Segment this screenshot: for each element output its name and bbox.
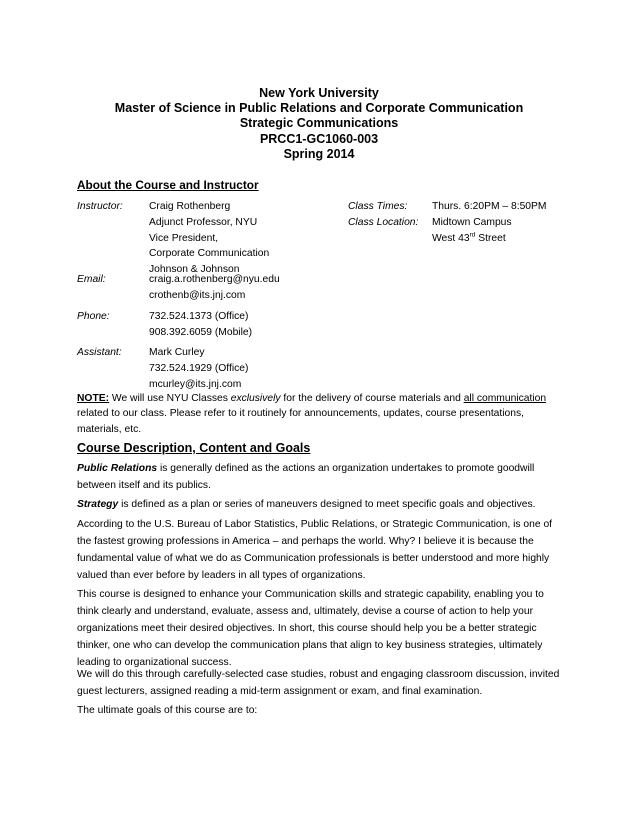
about-heading: About the Course and Instructor bbox=[77, 178, 259, 192]
instructor-name: Craig Rothenberg bbox=[149, 201, 231, 212]
class-times-value: Thurs. 6:20PM – 8:50PM bbox=[432, 201, 547, 212]
phone-info bbox=[149, 309, 252, 341]
assistant-name: Mark Curley bbox=[149, 347, 205, 358]
email-label: Email: bbox=[77, 274, 106, 285]
email-link[interactable]: crothenb@its.jnj.com bbox=[149, 289, 246, 301]
class-location-label: Class Location: bbox=[348, 216, 419, 228]
phone-label: Phone: bbox=[77, 311, 110, 322]
description-heading: Course Description, Content and Goals bbox=[77, 441, 311, 455]
course-code: PRCC1-GC1060-003 bbox=[259, 131, 379, 146]
class-times-label: Class Times: bbox=[348, 201, 408, 212]
description-paragraph: According to the U.S. Bureau of Labor Statistics, Public Relations, or Strategic Communication, is one of the fastest growing professions in America – and perhaps the world. Why? I believe it is because the fundamental value of what we do as Communication professionals is better understood and more highly valued than ever before by leaders in all types of organizations. bbox=[77, 519, 553, 581]
instructor-label: Instructor: bbox=[77, 201, 123, 212]
instructor-title: Adjunct Professor, NYU bbox=[149, 216, 258, 228]
description-paragraph: The ultimate goals of this course are to: bbox=[77, 705, 258, 716]
email-link[interactable]: mcurley@its.jnj.com bbox=[149, 378, 242, 390]
assistant-label: Assistant: bbox=[77, 347, 122, 358]
class-info-labels bbox=[348, 199, 418, 231]
classes-note: NOTE: We will use NYU Classes exclusively for the delivery of course materials and all communication related to our class. Please refer to it routinely for announcements, updates, course presentations, materials, etc. bbox=[77, 393, 547, 435]
description-paragraph: We will do this through carefully-selected case studies, robust and engaging classroom discussion, invited guest lecturers, assigned reading a mid-term assignment or exam, and final examination. bbox=[77, 669, 560, 697]
class-location-value: Midtown Campus bbox=[432, 216, 512, 228]
term: Spring 2014 bbox=[283, 146, 355, 161]
description-paragraph: Strategy is defined as a plan or series of maneuvers designed to meet specific goals and objectives. bbox=[77, 499, 536, 510]
class-info-values bbox=[432, 199, 546, 246]
instructor-company: Johnson & Johnson bbox=[149, 264, 240, 276]
class-street: West 43rd Street bbox=[432, 231, 506, 244]
instructor-department: Corporate Communication bbox=[149, 248, 270, 260]
description-paragraph: Public Relations is generally defined as the actions an organization undertakes to promote goodwill between itself and its publics. bbox=[77, 463, 535, 491]
instructor-role: Vice President, bbox=[149, 232, 219, 244]
assistant-phone: 732.524.1929 (Office) bbox=[149, 362, 249, 374]
mobile-phone: 908.392.6059 (Mobile) bbox=[149, 326, 253, 338]
course-title: Strategic Communications bbox=[239, 116, 399, 131]
description-paragraph: This course is designed to enhance your Communication skills and strategic capability, enabling you to think clearly and understand, evaluate, assess and, ultimately, devise a course of action to help your organizations meet their desired objectives. In short, this course should help you be a better strategic thinker, one who can develop the communication plans that align to key business strategies, ultimately leading to organizational success. bbox=[77, 589, 544, 668]
email-link[interactable]: craig.a.rothenberg@nyu.edu bbox=[149, 274, 280, 285]
email-info bbox=[149, 272, 280, 304]
office-phone: 732.524.1373 (Office) bbox=[149, 311, 249, 322]
university-name: New York University bbox=[259, 86, 379, 100]
instructor-info bbox=[149, 199, 269, 278]
note-label: NOTE: bbox=[77, 393, 110, 404]
document-header bbox=[0, 86, 638, 162]
assistant-info bbox=[149, 345, 248, 392]
program-name: Master of Science in Public Relations and Corporate Communication bbox=[114, 101, 524, 116]
